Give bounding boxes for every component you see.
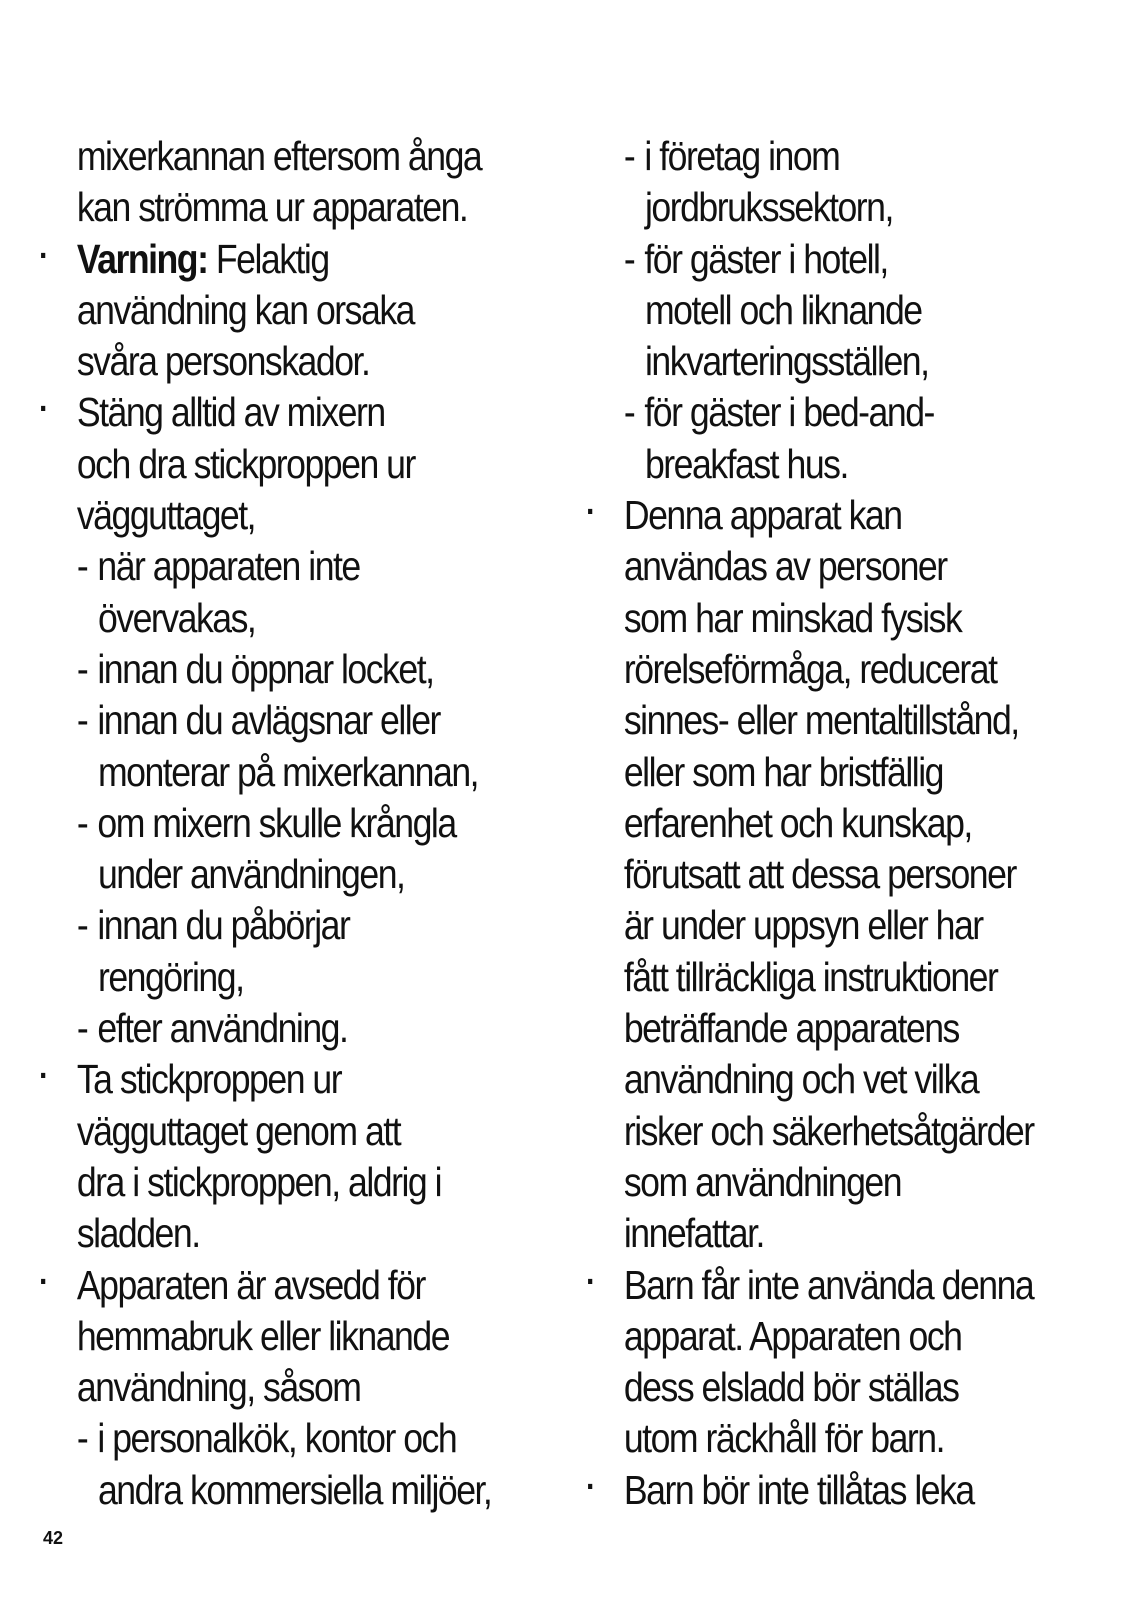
text-line: och dra stickproppen ur	[76, 440, 415, 487]
text-line: utom räckhåll för barn.	[623, 1415, 945, 1462]
text-line: användning kan orsaka	[76, 286, 414, 333]
bullet-dot-icon: ·	[39, 1262, 48, 1301]
dash-item-line	[39, 1413, 532, 1464]
dash-item-line	[39, 541, 532, 592]
bullet-dot-icon: ·	[39, 236, 48, 275]
text-line: apparat. Apparaten och	[623, 1312, 962, 1359]
dash-continuation-line: monterar på mixerkannan,	[97, 748, 479, 795]
text-line: hemmabruk eller liknande	[76, 1312, 450, 1359]
bullet-dot-icon: ·	[39, 390, 48, 429]
dash-continuation-line: övervakas,	[97, 594, 256, 641]
dash-item-line	[39, 644, 532, 695]
dash-item-text: innan du öppnar locket,	[97, 645, 434, 692]
dash-item-text: för gäster i bed-and-	[644, 389, 934, 436]
bullet-text: Ta stickproppen ur	[76, 1056, 342, 1103]
text-line: innefattar.	[623, 1210, 764, 1257]
dash-item-line	[586, 387, 1103, 438]
dash-marker: -	[623, 235, 643, 282]
text-line: erfarenhet och kunskap,	[623, 799, 972, 846]
dash-continuation-line: jordbrukssektorn,	[644, 184, 893, 231]
bullet-item-line	[39, 234, 532, 285]
dash-item-text: om mixern skulle krångla	[97, 799, 456, 846]
bullet-text: Barn bör inte tillåtas leka	[623, 1466, 974, 1513]
dash-item-text: i personalkök, kontor och	[97, 1415, 457, 1462]
dash-marker: -	[76, 902, 96, 949]
dash-item-line	[39, 1003, 532, 1054]
dash-continuation-line: motell och liknande	[644, 286, 922, 333]
text-line: kan strömma ur apparaten.	[76, 184, 468, 231]
bullet-dot-icon: ·	[586, 1262, 595, 1301]
dash-marker: -	[76, 645, 96, 692]
dash-item-line	[39, 695, 532, 746]
dash-marker: -	[76, 697, 96, 744]
text-line: sinnes- eller mentaltillstånd,	[623, 697, 1019, 744]
bullet-item-line	[586, 490, 1103, 541]
dash-item-text: för gäster i hotell,	[644, 235, 888, 282]
dash-marker: -	[76, 1005, 96, 1052]
page-number: 42	[43, 1528, 64, 1548]
dash-continuation-line: andra kommersiella miljöer,	[97, 1466, 492, 1513]
left-text-column	[39, 131, 532, 1516]
dash-continuation-line: breakfast hus.	[644, 440, 848, 487]
text-line: risker och säkerhetsåtgärder	[623, 1107, 1034, 1154]
bullet-dot-icon: ·	[586, 493, 595, 532]
dash-item-line	[586, 131, 1103, 182]
text-line: rörelseförmåga, reducerat	[623, 645, 997, 692]
dash-continuation-line: inkvarteringsställen,	[644, 338, 929, 385]
dash-continuation-line: under användningen,	[97, 851, 405, 898]
dash-item-text: innan du avlägsnar eller	[97, 697, 440, 744]
text-line: användas av personer	[623, 543, 947, 590]
dash-item-text: innan du påbörjar	[97, 902, 350, 949]
text-line: är under uppsyn eller har	[623, 902, 983, 949]
text-line: dess elsladd bör ställas	[623, 1364, 959, 1411]
text-line: som användningen	[623, 1158, 902, 1205]
bullet-text: Barn får inte använda denna	[623, 1261, 1034, 1308]
dash-marker: -	[623, 389, 643, 436]
dash-item-text: efter användning.	[97, 1005, 348, 1052]
bullet-item-line	[586, 1465, 1103, 1516]
bullet-dot-icon: ·	[39, 1057, 48, 1096]
text-line: som har minskad fysisk	[623, 594, 962, 641]
text-line: svåra personskador.	[76, 338, 370, 385]
text-line: användning och vet vilka	[623, 1056, 979, 1103]
dash-item-text: i företag inom	[644, 133, 840, 179]
bullet-dot-icon: ·	[586, 1467, 595, 1506]
text-line: eller som har bristfällig	[623, 748, 943, 795]
dash-continuation-line: rengöring,	[97, 953, 244, 1000]
dash-item-line	[39, 798, 532, 849]
text-line: fått tillräckliga instruktioner	[623, 953, 998, 1000]
bullet-text: Stäng alltid av mixern	[76, 389, 385, 436]
text-line: dra i stickproppen, aldrig i	[76, 1158, 442, 1205]
bullet-text: Denna apparat kan	[623, 492, 902, 539]
bullet-text: Apparaten är avsedd för	[76, 1261, 425, 1308]
text-line: sladden.	[76, 1210, 200, 1257]
text-line: förutsatt att dessa personer	[623, 851, 1016, 898]
right-text-column	[586, 131, 1103, 1516]
bullet-item-line	[586, 1260, 1103, 1311]
text-line: vägguttaget,	[76, 492, 256, 539]
bullet-item-line	[39, 1054, 532, 1105]
text-line: användning, såsom	[76, 1364, 361, 1411]
dash-marker: -	[76, 543, 96, 590]
bullet-item-line	[39, 1260, 532, 1311]
dash-item-line	[39, 900, 532, 951]
dash-marker: -	[623, 133, 643, 179]
bullet-text: Felaktig	[207, 235, 329, 282]
bullet-item-line	[39, 387, 532, 438]
text-line: mixerkannan eftersom ånga	[76, 133, 482, 179]
dash-marker: -	[76, 1415, 96, 1462]
warning-label: Varning:	[76, 235, 208, 282]
text-line: vägguttaget genom att	[76, 1107, 401, 1154]
dash-marker: -	[76, 799, 96, 846]
text-line: beträffande apparatens	[623, 1005, 959, 1052]
dash-item-text: när apparaten inte	[97, 543, 360, 590]
dash-item-line	[586, 234, 1103, 285]
